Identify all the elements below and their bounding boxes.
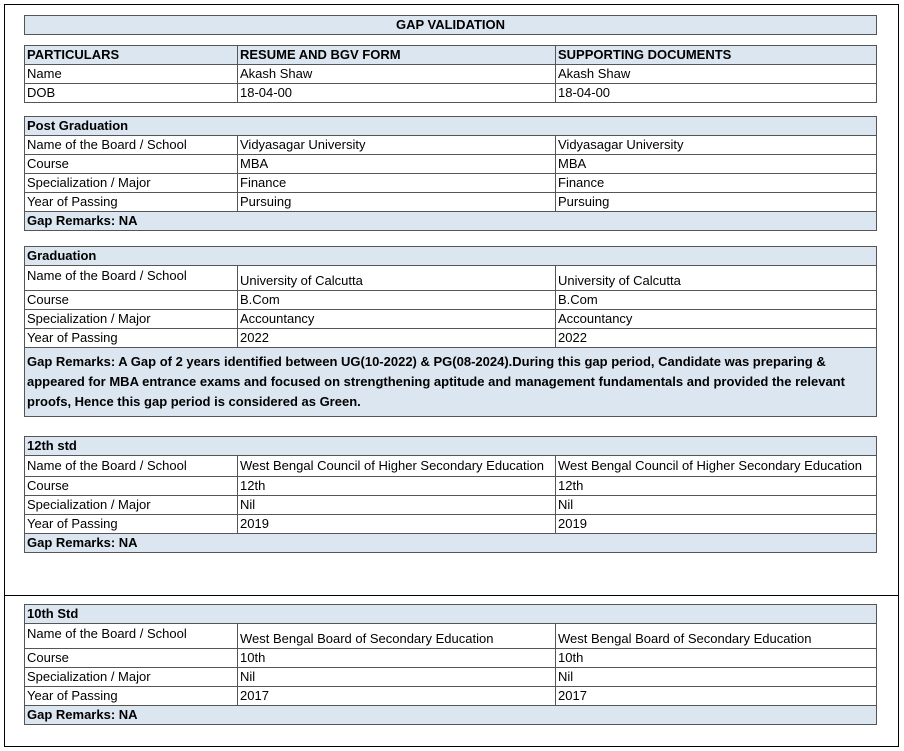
board-docs: West Bengal Board of Secondary Education <box>556 624 877 649</box>
gap-validation-title-table <box>24 15 877 35</box>
specialization-label: Specialization / Major <box>25 668 238 687</box>
table-row <box>25 266 877 291</box>
year-resume: Pursuing <box>238 193 556 212</box>
year-docs: Pursuing <box>556 193 877 212</box>
table-row <box>25 136 877 155</box>
tenth-table <box>24 604 877 725</box>
table-row <box>25 193 877 212</box>
post-graduation-table <box>24 116 877 231</box>
year-label: Year of Passing <box>25 329 238 348</box>
course-label: Course <box>25 477 238 496</box>
course-docs: MBA <box>556 155 877 174</box>
name-label: Name <box>25 65 238 84</box>
specialization-label: Specialization / Major <box>25 174 238 193</box>
table-row <box>25 477 877 496</box>
year-resume: 2017 <box>238 687 556 706</box>
personal-details-table <box>24 45 877 103</box>
year-label: Year of Passing <box>25 515 238 534</box>
course-resume: 12th <box>238 477 556 496</box>
year-docs: 2022 <box>556 329 877 348</box>
board-resume: West Bengal Board of Secondary Education <box>238 624 556 649</box>
table-row <box>25 329 877 348</box>
table-row <box>25 515 877 534</box>
specialization-label: Specialization / Major <box>25 496 238 515</box>
table-row <box>25 291 877 310</box>
course-docs: 12th <box>556 477 877 496</box>
table-row <box>25 687 877 706</box>
specialization-label: Specialization / Major <box>25 310 238 329</box>
header-resume: RESUME AND BGV FORM <box>238 46 556 65</box>
section-heading: Graduation <box>25 247 877 266</box>
board-resume: University of Calcutta <box>238 266 556 291</box>
page-title: GAP VALIDATION <box>25 16 877 35</box>
specialization-resume: Finance <box>238 174 556 193</box>
header-particulars: PARTICULARS <box>25 46 238 65</box>
dob-docs: 18-04-00 <box>556 84 877 103</box>
table-header-row <box>25 46 877 65</box>
table-row <box>25 65 877 84</box>
twelfth-table <box>24 436 877 553</box>
course-docs: B.Com <box>556 291 877 310</box>
specialization-resume: Accountancy <box>238 310 556 329</box>
board-label: Name of the Board / School <box>25 456 238 477</box>
table-row <box>25 310 877 329</box>
gap-remarks: Gap Remarks: NA <box>25 534 877 553</box>
dob-resume: 18-04-00 <box>238 84 556 103</box>
board-docs: University of Calcutta <box>556 266 877 291</box>
specialization-resume: Nil <box>238 496 556 515</box>
section-divider <box>4 595 899 596</box>
specialization-docs: Nil <box>556 496 877 515</box>
gap-remarks: Gap Remarks: NA <box>25 212 877 231</box>
specialization-docs: Nil <box>556 668 877 687</box>
year-resume: 2022 <box>238 329 556 348</box>
course-docs: 10th <box>556 649 877 668</box>
table-row <box>25 496 877 515</box>
table-row <box>25 84 877 103</box>
name-resume: Akash Shaw <box>238 65 556 84</box>
table-row <box>25 155 877 174</box>
board-docs: Vidyasagar University <box>556 136 877 155</box>
course-resume: B.Com <box>238 291 556 310</box>
board-resume: West Bengal Council of Higher Secondary Education <box>238 456 556 477</box>
board-resume: Vidyasagar University <box>238 136 556 155</box>
course-label: Course <box>25 649 238 668</box>
header-docs: SUPPORTING DOCUMENTS <box>556 46 877 65</box>
table-row <box>25 174 877 193</box>
course-resume: MBA <box>238 155 556 174</box>
name-docs: Akash Shaw <box>556 65 877 84</box>
year-label: Year of Passing <box>25 193 238 212</box>
year-docs: 2017 <box>556 687 877 706</box>
board-label: Name of the Board / School <box>25 266 238 291</box>
table-row <box>25 649 877 668</box>
table-row <box>25 456 877 477</box>
course-label: Course <box>25 291 238 310</box>
course-resume: 10th <box>238 649 556 668</box>
gap-remarks: Gap Remarks: NA <box>25 706 877 725</box>
specialization-docs: Accountancy <box>556 310 877 329</box>
course-label: Course <box>25 155 238 174</box>
dob-label: DOB <box>25 84 238 103</box>
specialization-docs: Finance <box>556 174 877 193</box>
board-label: Name of the Board / School <box>25 136 238 155</box>
gap-remarks: Gap Remarks: A Gap of 2 years identified between UG(10-2022) & PG(08-2024).During this gap period, Candidate was preparing & appeared for MBA entrance exams and focused on strengthening aptitude and management fundamentals and provided the relevant proofs, Hence this gap period is considered as Green. <box>25 348 877 417</box>
year-label: Year of Passing <box>25 687 238 706</box>
year-docs: 2019 <box>556 515 877 534</box>
year-resume: 2019 <box>238 515 556 534</box>
section-heading: Post Graduation <box>25 117 877 136</box>
specialization-resume: Nil <box>238 668 556 687</box>
section-heading: 12th std <box>25 437 877 456</box>
table-row <box>25 624 877 649</box>
board-docs: West Bengal Council of Higher Secondary Education <box>556 456 877 477</box>
board-label: Name of the Board / School <box>25 624 238 649</box>
graduation-table <box>24 246 877 417</box>
table-row <box>25 668 877 687</box>
section-heading: 10th Std <box>25 605 877 624</box>
